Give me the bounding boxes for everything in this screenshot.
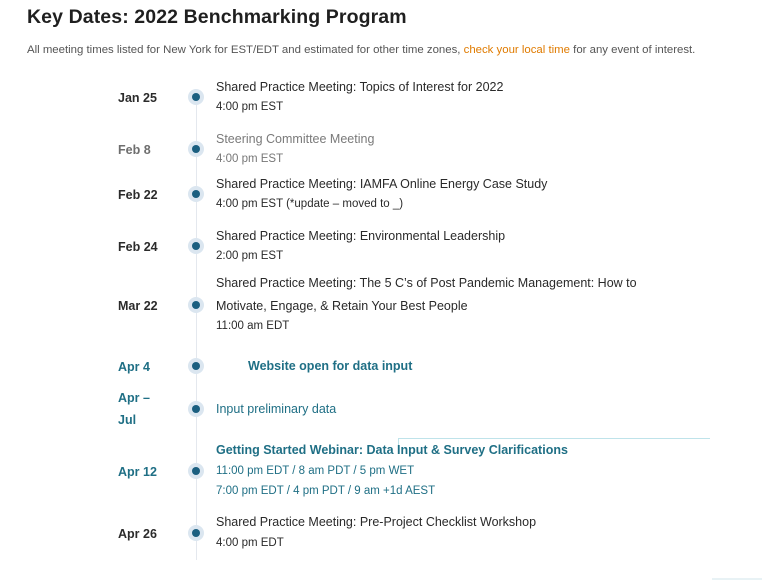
note-text: All meeting times listed for New York for EST/EDT and estimated for other time zones, [27,44,464,56]
event-time: 4:00 pm EST (*update – moved to _) [216,198,404,210]
event-title: Shared Practice Meeting: Topics of Interest for 2022 [216,80,504,94]
event-title: Website open for data input [248,359,413,373]
timeline-dot-icon [188,186,204,202]
event-time: 4:00 pm EST [216,101,284,113]
text-selection-line [398,438,710,439]
timeline-dot-icon [188,238,204,254]
timeline-line [196,90,197,560]
event-title: Shared Practice Meeting: The 5 C’s of Post Pandemic Management: How to [216,276,637,290]
timeline-dot-icon [188,358,204,374]
note-text-end: for any event of interest. [569,44,696,56]
timeline-dot-icon [188,401,204,417]
event-time: 2:00 pm EST [216,250,284,262]
event-time: 4:00 pm EST [216,153,284,165]
event-date-end: Jul [118,413,137,427]
timeline-dot-icon [188,525,204,541]
event-title: Input preliminary data [216,402,337,416]
event-time-alt: 7:00 pm EDT / 4 pm PDT / 9 am +1d AEST [216,485,436,497]
event-date: Feb 24 [118,240,158,254]
timeline-dot-icon [188,463,204,479]
event-title: Shared Practice Meeting: Environmental Leadership [216,229,506,243]
event-title: Shared Practice Meeting: Pre-Project Checklist Workshop [216,515,537,529]
event-time: 11:00 pm EDT / 8 am PDT / 5 pm WET [216,465,415,477]
event-date: Feb 8 [118,143,151,157]
event-date: Mar 22 [118,299,158,313]
event-date: Apr 12 [118,465,157,479]
event-time: 11:00 am EDT [216,320,290,332]
event-date: Apr 4 [118,360,150,374]
event-date: Jan 25 [118,91,157,105]
event-date: Feb 22 [118,188,158,202]
page-title: Key Dates: 2022 Benchmarking Program [27,6,407,28]
local-time-link[interactable]: check your local time [463,44,570,56]
timeline-dot-icon [188,297,204,313]
event-title: Getting Started Webinar: Data Input & Survey Clarifications [216,443,568,457]
timeline-dot-icon [188,89,204,105]
bottom-edge [712,578,762,580]
timeline-dot-icon [188,141,204,157]
event-date: Apr 26 [118,527,157,541]
event-title: Shared Practice Meeting: IAMFA Online Energy Case Study [216,177,548,191]
event-title-continued: Motivate, Engage, & Retain Your Best People [216,299,468,313]
event-title: Steering Committee Meeting [216,132,375,146]
event-date: Apr – [118,391,150,405]
event-time: 4:00 pm EDT [216,537,284,549]
